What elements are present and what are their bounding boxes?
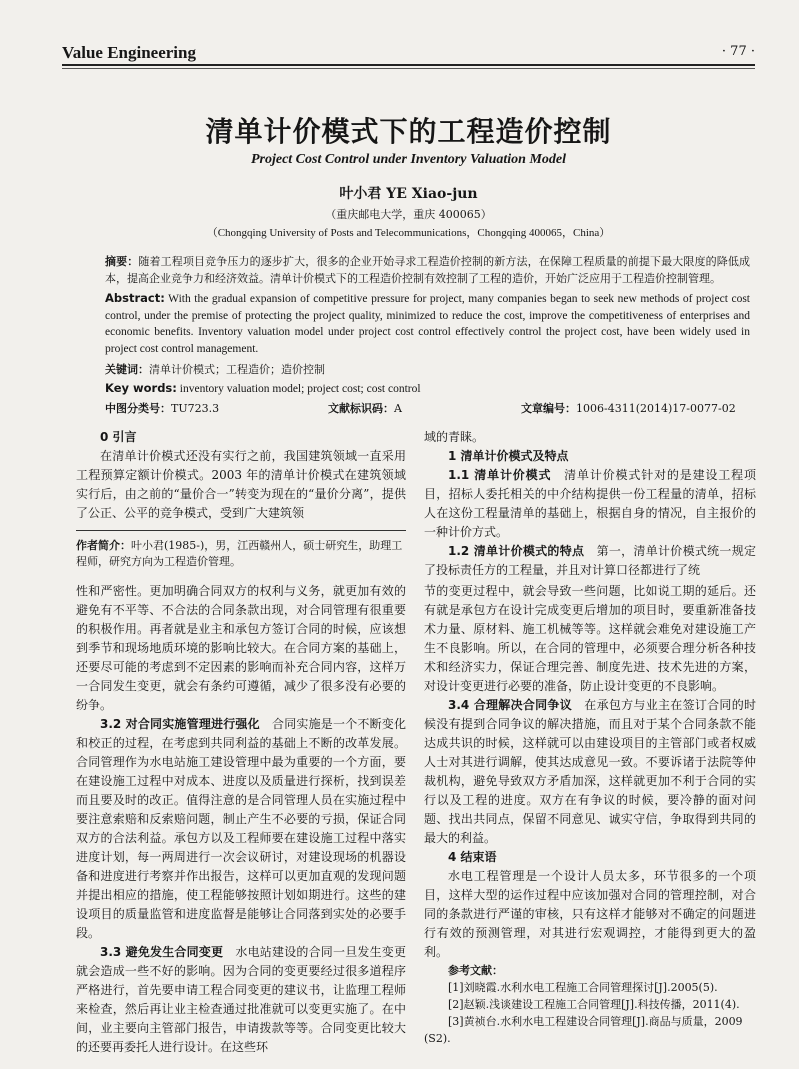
abstract-cn-label: 摘要： bbox=[105, 255, 139, 268]
article-no-label: 文章编号： bbox=[521, 402, 576, 415]
author: 叶小君 YE Xiao-jun bbox=[339, 186, 478, 202]
section-heading-4: 4 结束语 bbox=[448, 850, 497, 864]
keywords-en-text: inventory valuation model; project cost; cost control bbox=[176, 383, 421, 395]
subheading: 1.2 清单计价模式的特点 bbox=[448, 544, 585, 558]
section-heading-1: 1 清单计价模式及特点 bbox=[448, 449, 569, 463]
paragraph: 3.3 避免发生合同变更 水电站建设的合同一旦发生变更就会造成一些不好的影响。因为合同的变更要经过很多道程序严格进行，首先要申请工程合同变更的建议书，让监理工程师来检查，然后再让业主检查通过批准就可以变更实施了。在中间，业主要向主管部门报告，申请拨款等等。合同变更比较大的还要再委托人进行设计。在这些环 bbox=[76, 945, 406, 1054]
paragraph: 性和严密性。更加明确合同双方的权利与义务，就更加有效的避免有不平等、不合法的合同条款出现，对合同管理有很重要的积极作用。再者就是业主和承包方签订合同的时候，应该想到季节和现场地质环境的影响比较大。在合同方案的基础上，还要尽可能的考虑到不定因素的影响而补充合同内容，这样万一合同发生变更，就会有条约可遵循，减少了很多没有必要的纷争。 bbox=[76, 584, 406, 712]
document-code bbox=[328, 400, 402, 416]
affiliation-english: （Chongqing University of Posts and Telecommunications，Chongqing 400065，China） bbox=[206, 227, 611, 239]
column-right-top bbox=[424, 428, 756, 580]
page-number: · 77 · bbox=[721, 44, 755, 59]
subheading: 1.1 清单计价模式 bbox=[448, 468, 552, 482]
paragraph: 节的变更过程中，就会导致一些问题，比如说工期的延后。还有就是承包方在设计完成变更后增加的项目时，要重新准备技术力量、原材料、施工机械等等。这样就会难免对建设施工产生不良影响。所以，在合同的管理中，必须要合理分析各种技术和经济实力，保证合理完善、制度先进、技术先进的方案，对设计变更进行必要的准备，防止设计变更的不良影响。 bbox=[424, 584, 756, 693]
subheading: 3.4 合理解决合同争议 bbox=[448, 698, 572, 712]
paragraph: 3.4 合理解决合同争议 在承包方与业主在签订合同的时候没有提到合同争议的解决措施，而且对于某个合同条款不能达成共识的时候，这样就可以由建设项目的主管部门或者权威人士对其进行调解，使其达成意见一致。不要诉诸于法院等仲裁机构，避免导致双方矛盾加深，这样就更加不利于合同的实行以及工程的进度。双方在有争议的时候，要冷静的面对问题、找出共同点，保留不同意见、诚实守信，争取得到共同的最大的利益。 bbox=[424, 698, 756, 845]
paragraph: 1.1 清单计价模式 清单计价模式针对的是建设工程项目，招标人委托相关的中介结构提供一份工程量的清单，招标人在这份工程量清单的基础上，根据自身的情况，自主报价的一种计价方式。 bbox=[424, 468, 756, 539]
doc-code-value: A bbox=[394, 402, 402, 415]
journal-name: Value Engineering bbox=[62, 43, 196, 62]
column-left-bottom bbox=[76, 582, 406, 1057]
keywords-english bbox=[105, 380, 750, 398]
paragraph: 3.2 对合同实施管理进行强化 合同实施是一个不断变化和校正的过程，在考虑到共同利益的基础上不断的改革发展。合同管理作为水电站施工建设管理中最为重要的一个方面，要在建设施工过程中对成本、进度以及质量进行探析，找到误差而且要及时的改正。值得注意的是合同管理人员在实施过程中要注意索赔和反索赔问题，制止产生不必要的亏损，保证合同双方的合法利益。承包方以及工程师要在建设施工过程中落实进度计划，每一两周进行一次会议研讨，对建设现场的机器设备和进度进行考察并作出报告，这样可以更加直观的发现问题并提出相应的措施，使工程能够按照计划如期进行。这些的建设项目的质量监管和进度监督是能够让合同落到实处的必要手段。 bbox=[76, 717, 406, 940]
subheading: 3.2 对合同实施管理进行强化 bbox=[100, 717, 260, 731]
abstract-en-label: Abstract: bbox=[105, 291, 165, 305]
abstract-cn-text: 随着工程项目竞争压力的逐步扩大，很多的企业开始寻求工程造价控制的新方法，在保障工程质量的前提下最大限度的降低成本，提高企业竞争力和经济效益。清单计价模式下的工程造价控制有效控制了工程的造价，开始广泛应用于工程造价控制管理。 bbox=[105, 255, 751, 285]
paragraph-continuation: 域的青睐。 bbox=[424, 430, 485, 444]
abstract-english bbox=[105, 290, 750, 357]
clc-label: 中图分类号： bbox=[105, 402, 171, 415]
paragraph: 在清单计价模式还没有实行之前，我国建筑领域一直采用工程预算定额计价模式。2003 年的清单计价模式在建筑领域实行后，由之前的“量价合一”转变为现在的“量价分离”，提供了公正、公平的竞争模式，受到广大建筑领 bbox=[76, 449, 406, 520]
section-heading-intro: 0 引言 bbox=[100, 430, 137, 444]
paragraph: 1.2 清单计价模式的特点 第一，清单计价模式统一规定了投标责任方的工程量，并且对计算口径都进行了统 bbox=[424, 544, 756, 577]
affiliation-chinese: （重庆邮电大学，重庆 400065） bbox=[325, 208, 492, 221]
paragraph: 水电工程管理是一个设计人员太多，环节很多的一个项目，这样大型的运作过程中应该加强对合同的管理控制，对合同的条款进行严谨的审核，只有这样才能够对不确定的问题进行有效的预测管理，对其进行宏观调控，才能得到更大的盈利。 bbox=[424, 869, 756, 959]
title-chinese: 清单计价模式下的工程造价控制 bbox=[205, 115, 612, 148]
keywords-cn-label: 关键词： bbox=[105, 363, 149, 376]
doc-code-label: 文献标识码： bbox=[328, 402, 394, 415]
article-number bbox=[521, 400, 736, 416]
keywords-chinese bbox=[105, 362, 750, 379]
author-footnote bbox=[76, 538, 406, 570]
keywords-cn-text: 清单计价模式；工程造价；造价控制 bbox=[149, 363, 325, 376]
reference-item: [3]黄祯台.水利水电工程建设合同管理[J].商品与质量，2009 bbox=[448, 1015, 743, 1028]
abstract-en-text: With the gradual expansion of competitive pressure for project, many companies began to seek new methods of project cost control, under the premise of protecting the project quality, minimized to reduce the cost, improve the competitiveness of enterprises and economic benefits. Inventory valuation model under project cost control effectively control the project cost, have been widely used in project cost control management. bbox=[105, 293, 750, 355]
reference-item: [1]刘晓霞.水利水电工程施工合同管理探讨[J].2005(5). bbox=[448, 981, 718, 994]
keywords-en-label: Key words: bbox=[105, 381, 177, 395]
footnote-label: 作者简介： bbox=[76, 539, 131, 552]
references-heading: 参考文献： bbox=[448, 964, 503, 977]
running-header bbox=[62, 42, 755, 66]
reference-item: [2]赵颖.浅谈建设工程施工合同管理[J].科技传播，2011(4). bbox=[448, 998, 740, 1011]
column-left-top bbox=[76, 428, 406, 523]
clc-number bbox=[105, 400, 219, 416]
subheading: 3.3 避免发生合同变更 bbox=[100, 945, 224, 959]
title-english: Project Cost Control under Inventory Valuation Model bbox=[250, 152, 567, 167]
abstract-chinese bbox=[105, 254, 750, 287]
references bbox=[424, 962, 756, 1047]
clc-value: TU723.3 bbox=[171, 402, 220, 415]
footnote-rule bbox=[76, 530, 406, 531]
footnote-text: 叶小君(1985-)，男，江西赣州人，硕士研究生，助理工程师，研究方向为工程造价管理。 bbox=[76, 539, 403, 568]
column-right-bottom bbox=[424, 582, 756, 1047]
header-rule bbox=[62, 68, 755, 69]
article-no-value: 1006-4311(2014)17-0077-02 bbox=[576, 402, 736, 415]
reference-item-continuation: (S2). bbox=[424, 1032, 451, 1045]
